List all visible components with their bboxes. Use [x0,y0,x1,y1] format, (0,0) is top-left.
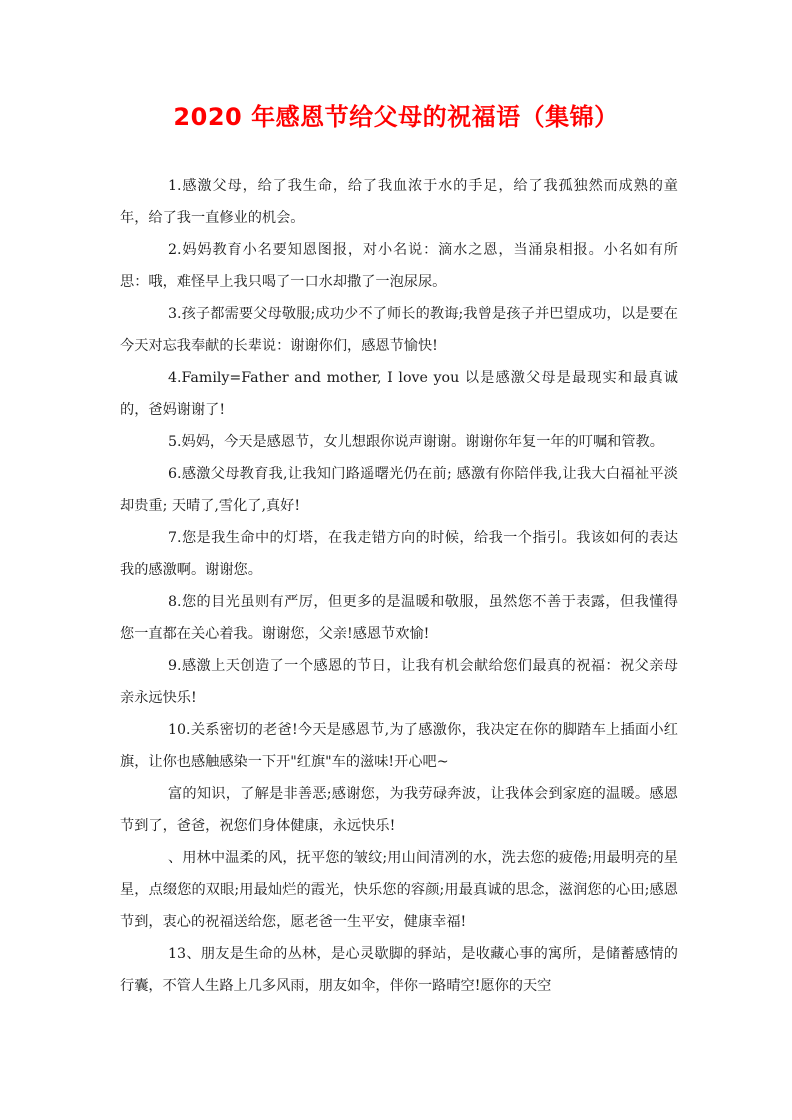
paragraph-11: 富的知识，了解是非善恶;感谢您，为我劳碌奔波，让我体会到家庭的温暖。感恩节到了，爸爸，祝您们身体健康，永远快乐! [120,786,678,834]
paragraph-7: 7.您是我生命中的灯塔，在我走错方向的时候，给我一个指引。我该如何的表达我的感激啊。谢谢您。 [120,530,678,578]
paragraph-5: 5.妈妈，今天是感恩节，女儿想跟你说声谢谢。谢谢你年复一年的叮嘱和管教。 [168,434,664,450]
paragraph-9: 9.感激上天创造了一个感恩的节日，让我有机会献给您们最真的祝福：祝父亲母亲永远快乐! [120,658,678,706]
paragraph-13: 13、朋友是生命的丛林，是心灵歇脚的驿站，是收藏心事的寓所，是储蓄感情的行囊，不管人生路上几多风雨，朋友如伞，伴你一路晴空!愿你的天空 [120,946,678,994]
paragraph-12: 、用林中温柔的风，抚平您的皱纹;用山间清冽的水，洗去您的疲倦;用最明亮的星星，点缀您的双眼;用最灿烂的霞光，快乐您的容颜;用最真诚的思念，滋润您的心田;感恩节到，衷心的祝福送给您，愿老爸一生平安，健康幸福! [120,850,678,930]
paragraph-8: 8.您的目光虽则有严厉，但更多的是温暖和敬服，虽然您不善于表露，但我懂得您一直都在关心着我。谢谢您，父亲!感恩节欢愉! [120,594,678,642]
paragraph-6: 6.感激父母教育我,让我知门路遥曙光仍在前; 感激有你陪伴我,让我大白福祉平淡却贵重; 天晴了,雪化了,真好! [120,466,678,514]
paragraph-4: 4.Family=Father and mother, I love you 以是感激父母是最现实和最真诚的，爸妈谢谢了! [120,370,678,418]
paragraph-2: 2.妈妈教育小名要知恩图报，对小名说：滴水之恩，当涌泉相报。小名如有所思：哦，难怪早上我只喝了一口水却撒了一泡尿尿。 [120,242,678,290]
document-title: 2020 年感恩节给父母的祝福语（集锦） [173,103,619,131]
paragraph-10: 10.关系密切的老爸!今天是感恩节,为了感激你，我决定在你的脚踏车上插面小红旗，让你也感触感染一下开"红旗"车的滋味!开心吧~ [120,722,678,770]
paragraph-1: 1.感激父母，给了我生命，给了我血浓于水的手足，给了我孤独然而成熟的童年，给了我一直修业的机会。 [120,178,678,226]
document-body [120,170,678,1002]
paragraph-3: 3.孩子都需要父母敬服;成功少不了师长的教诲;我曾是孩子并巴望成功，以是要在今天对忘我奉献的长辈说：谢谢你们，感恩节愉快! [120,306,678,354]
